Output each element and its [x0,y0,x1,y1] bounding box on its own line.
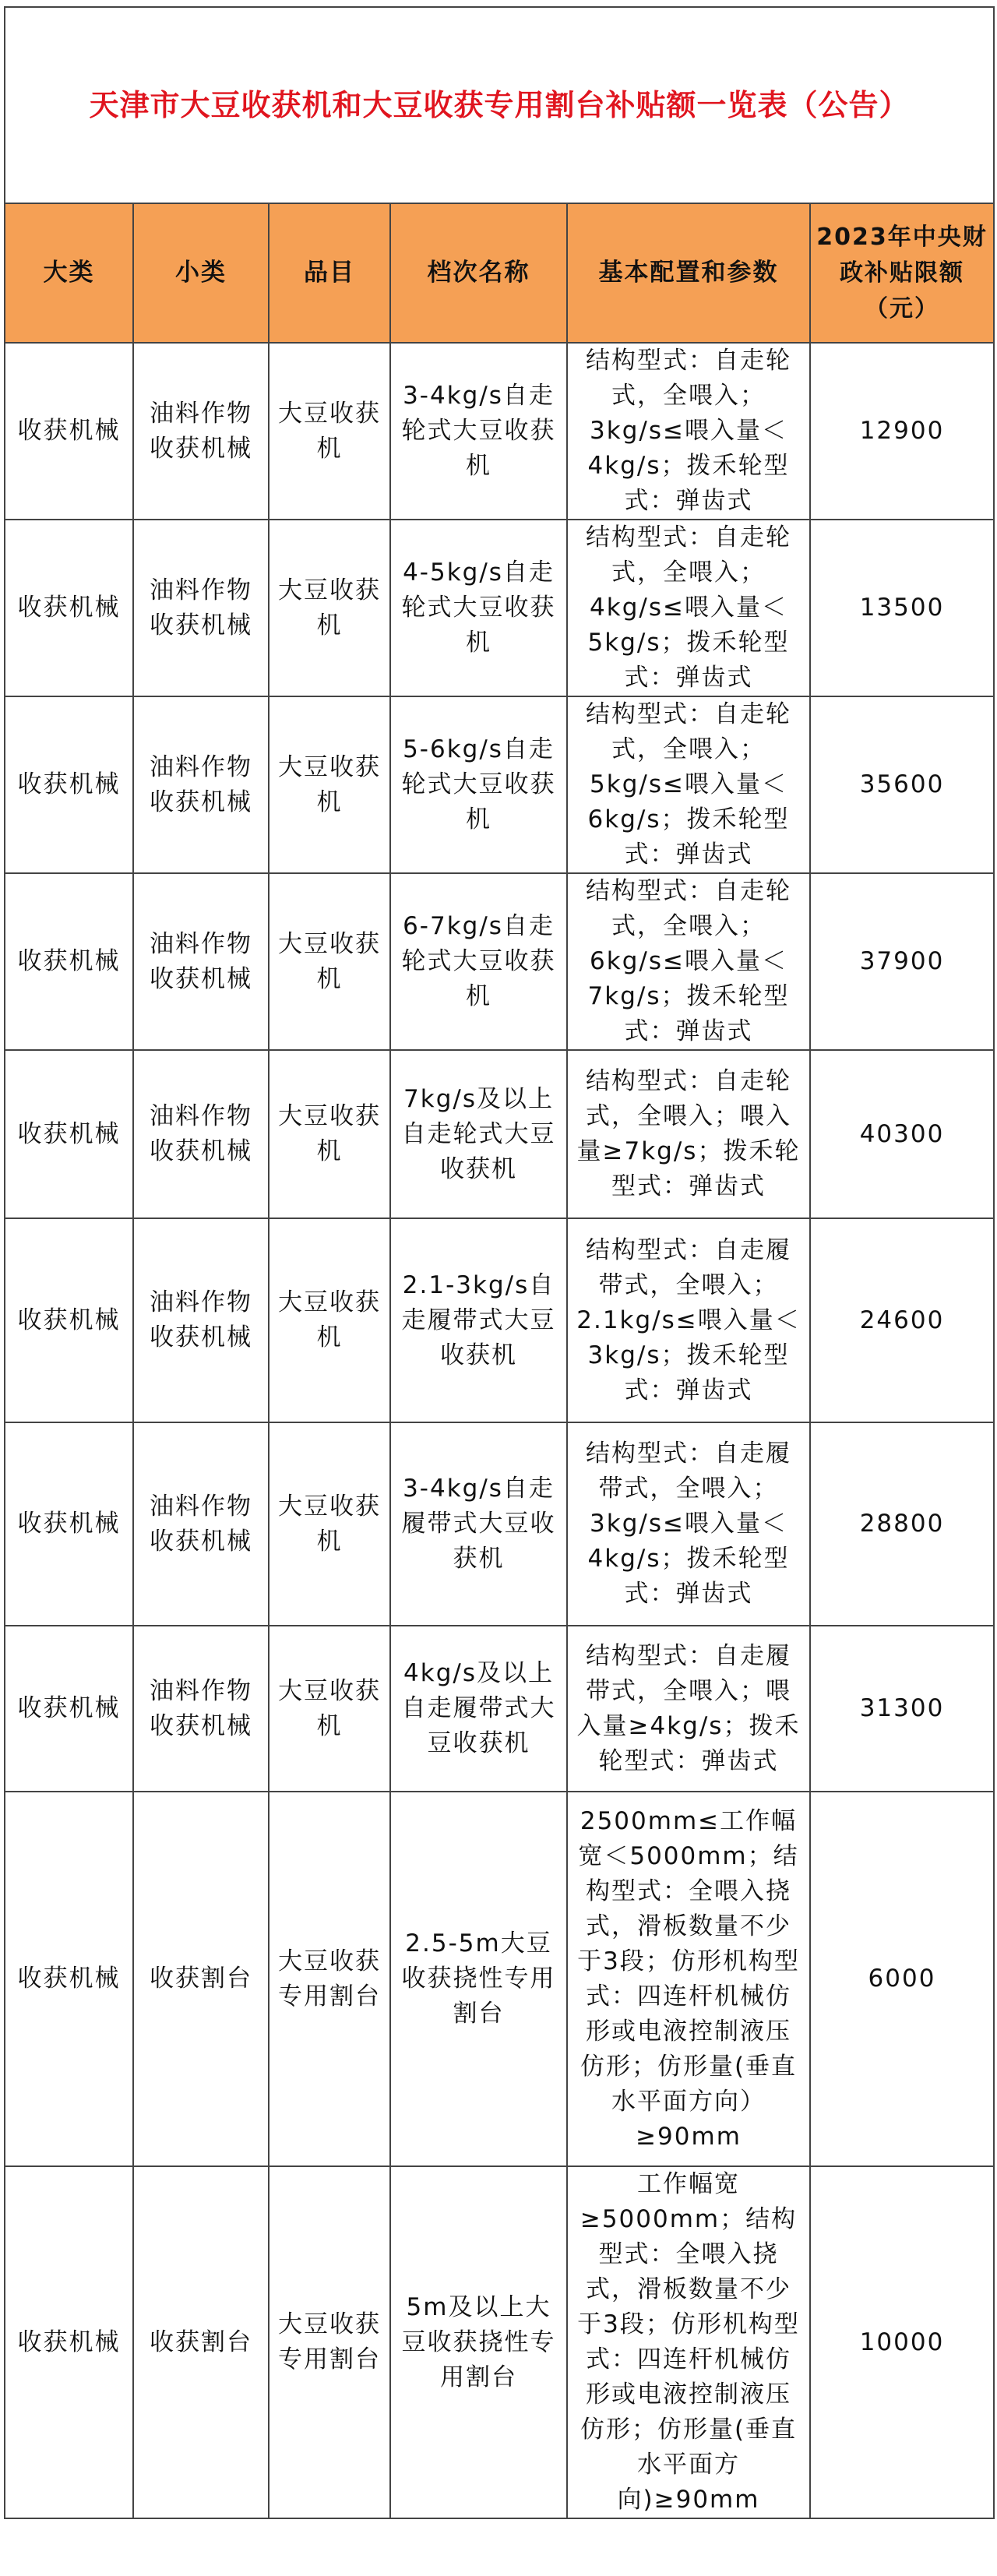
cell-category: 收获机械 [5,1422,133,1626]
cell-subcategory: 油料作物收获机械 [133,520,269,696]
cell-category: 收获机械 [5,873,133,1050]
cell-grade: 5m及以上大豆收获挠性专用割台 [390,2166,567,2518]
table-row [5,343,994,520]
cell-item: 大豆收获机 [269,1218,390,1422]
table-row [5,1050,994,1218]
table-row [5,2166,994,2518]
cell-category: 收获机械 [5,1050,133,1218]
cell-grade: 4kg/s及以上自走履带式大豆收获机 [390,1626,567,1792]
table-row [5,696,994,873]
cell-amount: 12900 [810,343,994,520]
table-row [5,1422,994,1626]
cell-category: 收获机械 [5,1218,133,1422]
table-row [5,1626,994,1792]
header-category: 大类 [5,203,133,343]
header-grade: 档次名称 [390,203,567,343]
cell-item: 大豆收获专用割台 [269,1792,390,2166]
cell-subcategory: 收获割台 [133,1792,269,2166]
cell-amount: 37900 [810,873,994,1050]
cell-category: 收获机械 [5,696,133,873]
table-row [5,1792,994,2166]
cell-subcategory: 油料作物收获机械 [133,1050,269,1218]
table-row [5,1218,994,1422]
cell-item: 大豆收获机 [269,1626,390,1792]
cell-amount: 24600 [810,1218,994,1422]
cell-config: 结构型式：自走轮式，全喂入；4kg/s≤喂入量＜5kg/s；拨禾轮型式：弹齿式 [567,520,810,696]
cell-item: 大豆收获机 [269,520,390,696]
cell-amount: 31300 [810,1626,994,1792]
cell-subcategory: 油料作物收获机械 [133,1422,269,1626]
cell-subcategory: 油料作物收获机械 [133,873,269,1050]
cell-grade: 7kg/s及以上自走轮式大豆收获机 [390,1050,567,1218]
cell-amount: 35600 [810,696,994,873]
cell-config: 结构型式：自走轮式，全喂入；喂入量≥7kg/s；拨禾轮型式：弹齿式 [567,1050,810,1218]
cell-config: 结构型式：自走履带式，全喂入；3kg/s≤喂入量＜4kg/s；拨禾轮型式：弹齿式 [567,1422,810,1626]
cell-grade: 6-7kg/s自走轮式大豆收获机 [390,873,567,1050]
table-row [5,873,994,1050]
subsidy-table [4,6,995,2519]
cell-amount: 13500 [810,520,994,696]
cell-category: 收获机械 [5,343,133,520]
subsidy-sheet [4,6,993,2519]
cell-amount: 40300 [810,1050,994,1218]
cell-subcategory: 收获割台 [133,2166,269,2518]
header-item: 品目 [269,203,390,343]
cell-grade: 2.5-5m大豆收获挠性专用割台 [390,1792,567,2166]
header-limit: 2023年中央财政补贴限额（元） [810,203,994,343]
cell-category: 收获机械 [5,520,133,696]
cell-item: 大豆收获机 [269,873,390,1050]
header-row [5,203,994,343]
cell-config: 工作幅宽≥5000mm；结构型式：全喂入挠式，滑板数量不少于3段；仿形机构型式：四连杆机械仿形或电液控制液压仿形；仿形量(垂直水平面方向)≥90mm [567,2166,810,2518]
cell-config: 结构型式：自走轮式，全喂入；3kg/s≤喂入量＜4kg/s；拨禾轮型式：弹齿式 [567,343,810,520]
header-subcategory: 小类 [133,203,269,343]
cell-item: 大豆收获机 [269,343,390,520]
cell-item: 大豆收获专用割台 [269,2166,390,2518]
cell-amount: 6000 [810,1792,994,2166]
cell-amount: 10000 [810,2166,994,2518]
cell-amount: 28800 [810,1422,994,1626]
cell-grade: 3-4kg/s自走轮式大豆收获机 [390,343,567,520]
cell-config: 结构型式：自走轮式，全喂入；5kg/s≤喂入量＜6kg/s；拨禾轮型式：弹齿式 [567,696,810,873]
cell-subcategory: 油料作物收获机械 [133,343,269,520]
cell-grade: 2.1-3kg/s自走履带式大豆收获机 [390,1218,567,1422]
cell-config: 结构型式：自走轮式，全喂入；6kg/s≤喂入量＜7kg/s；拨禾轮型式：弹齿式 [567,873,810,1050]
cell-category: 收获机械 [5,2166,133,2518]
title-row [5,7,994,203]
header-config: 基本配置和参数 [567,203,810,343]
table-row [5,520,994,696]
cell-item: 大豆收获机 [269,1422,390,1626]
cell-item: 大豆收获机 [269,696,390,873]
cell-subcategory: 油料作物收获机械 [133,696,269,873]
cell-grade: 3-4kg/s自走履带式大豆收获机 [390,1422,567,1626]
page-title: 天津市大豆收获机和大豆收获专用割台补贴额一览表（公告） [5,7,994,203]
cell-config: 结构型式：自走履带式，全喂入；2.1kg/s≤喂入量＜3kg/s；拨禾轮型式：弹齿式 [567,1218,810,1422]
cell-config: 2500mm≤工作幅宽＜5000mm；结构型式：全喂入挠式，滑板数量不少于3段；仿形机构型式：四连杆机械仿形或电液控制液压仿形；仿形量(垂直水平面方向）≥90mm [567,1792,810,2166]
cell-grade: 4-5kg/s自走轮式大豆收获机 [390,520,567,696]
cell-item: 大豆收获机 [269,1050,390,1218]
cell-config: 结构型式：自走履带式，全喂入；喂入量≥4kg/s；拨禾轮型式：弹齿式 [567,1626,810,1792]
cell-grade: 5-6kg/s自走轮式大豆收获机 [390,696,567,873]
cell-subcategory: 油料作物收获机械 [133,1626,269,1792]
cell-subcategory: 油料作物收获机械 [133,1218,269,1422]
cell-category: 收获机械 [5,1792,133,2166]
cell-category: 收获机械 [5,1626,133,1792]
